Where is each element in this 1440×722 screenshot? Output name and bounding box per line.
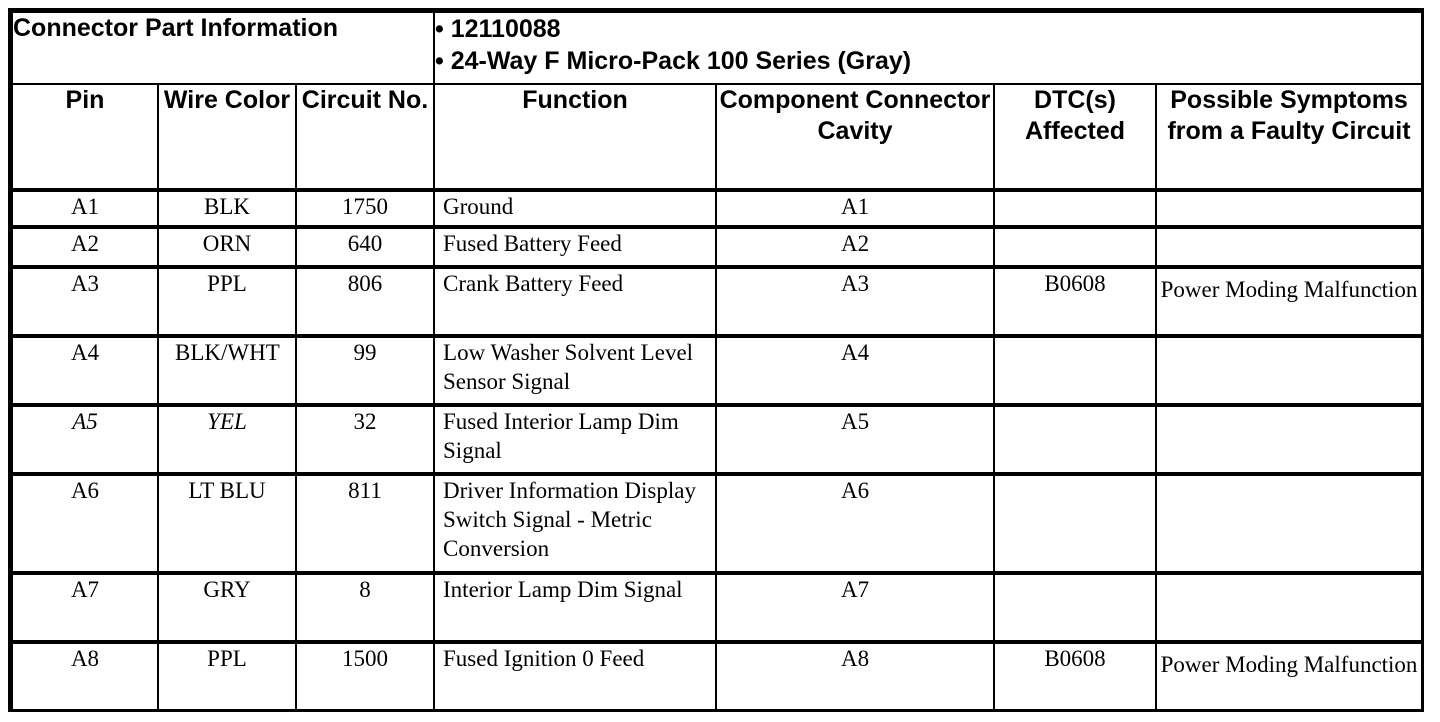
symptoms-cell [1156,573,1422,642]
dtc-cell [994,405,1156,474]
table-row [12,405,1422,474]
cavity-cell: A4 [716,336,994,405]
dtc-cell [994,336,1156,405]
header-dtc: DTC(s) Affected [994,84,1156,190]
wire-color-cell: GRY [158,573,296,642]
pin-cell: A1 [12,190,158,227]
cavity-cell: A5 [716,405,994,474]
pin-cell: A5 [12,405,158,474]
symptoms-cell [1156,190,1422,227]
symptoms-cell [1156,405,1422,474]
header-row [12,84,1422,190]
wire-color-cell: BLK [158,190,296,227]
function-cell: Low Washer Solvent Level Sensor Signal [434,336,716,405]
table-row [12,642,1422,710]
dtc-cell [994,190,1156,227]
cavity-cell: A6 [716,474,994,573]
circuit-cell: 811 [296,474,434,573]
part-info-row [12,12,1422,84]
header-circuit-no: Circuit No. [296,84,434,190]
pin-cell: A7 [12,573,158,642]
header-cavity: Component Connector Cavity [716,84,994,190]
dtc-cell: B0608 [994,642,1156,710]
symptoms-cell: Power Moding Malfunction [1156,267,1422,336]
header-pin: Pin [12,84,158,190]
wire-color-cell: PPL [158,267,296,336]
wire-color-cell: LT BLU [158,474,296,573]
symptoms-cell [1156,474,1422,573]
wire-color-cell: ORN [158,227,296,267]
pin-cell: A3 [12,267,158,336]
cavity-cell: A8 [716,642,994,710]
table-row [12,474,1422,573]
circuit-cell: 1500 [296,642,434,710]
circuit-cell: 640 [296,227,434,267]
circuit-cell: 32 [296,405,434,474]
dtc-cell [994,227,1156,267]
dtc-cell [994,474,1156,573]
table-row [12,190,1422,227]
wire-color-cell: PPL [158,642,296,710]
connector-table-sheet [8,8,1424,712]
pin-cell: A6 [12,474,158,573]
part-info-list [434,12,1422,84]
connector-table [11,11,1423,711]
function-cell: Interior Lamp Dim Signal [434,573,716,642]
circuit-cell: 806 [296,267,434,336]
cavity-cell: A3 [716,267,994,336]
pin-cell: A4 [12,336,158,405]
table-row [12,267,1422,336]
function-cell: Fused Interior Lamp Dim Signal [434,405,716,474]
header-function: Function [434,84,716,190]
function-cell: Fused Ignition 0 Feed [434,642,716,710]
dtc-cell [994,573,1156,642]
cavity-cell: A1 [716,190,994,227]
symptoms-cell [1156,227,1422,267]
function-cell: Fused Battery Feed [434,227,716,267]
table-row [12,227,1422,267]
table-row [12,573,1422,642]
dtc-cell: B0608 [994,267,1156,336]
part-info-label: Connector Part Information [12,12,434,84]
header-symptoms: Possible Symptoms from a Faulty Circuit [1156,84,1422,190]
function-cell: Ground [434,190,716,227]
symptoms-cell: Power Moding Malfunction [1156,642,1422,710]
part-number: • 12110088 [435,13,1421,45]
cavity-cell: A7 [716,573,994,642]
circuit-cell: 1750 [296,190,434,227]
pin-cell: A8 [12,642,158,710]
function-cell: Crank Battery Feed [434,267,716,336]
pin-cell: A2 [12,227,158,267]
symptoms-cell [1156,336,1422,405]
wire-color-cell: YEL [158,405,296,474]
header-wire-color: Wire Color [158,84,296,190]
circuit-cell: 8 [296,573,434,642]
part-description: • 24-Way F Micro-Pack 100 Series (Gray) [435,45,1421,77]
table-row [12,336,1422,405]
wire-color-cell: BLK/WHT [158,336,296,405]
function-cell: Driver Information Display Switch Signal - Metric Conversion [434,474,716,573]
cavity-cell: A2 [716,227,994,267]
circuit-cell: 99 [296,336,434,405]
